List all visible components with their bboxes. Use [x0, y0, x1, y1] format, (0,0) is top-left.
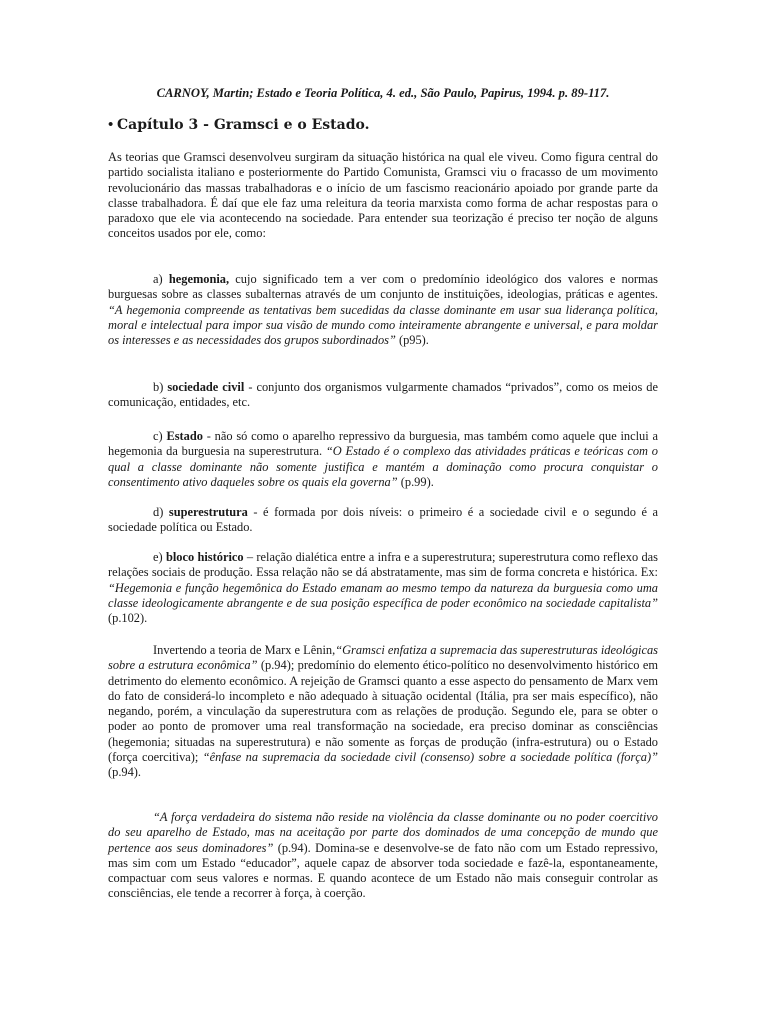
paragraph-text: (p.94). Domina-se e desenvolve-se de fato não com um Estado repressivo, mas sim com um Estado “educador”, aquele capaz de absorver toda sociedade e fazê-la, espontaneamente, compactuar com seus valores e normas. E quando acontece de um Estado não mais conseguir controlar as consciências, ele tende a recorrer à força, à coerção. — [108, 840, 658, 901]
item-cite: (p95). — [395, 333, 429, 348]
item-term: hegemonia, — [168, 272, 230, 286]
body-paragraph-marx-lenin — [108, 643, 658, 781]
paragraph-text: (p.94). — [108, 765, 142, 780]
item-letter: c) — [153, 429, 163, 443]
item-text: - é formada por dois níveis: o primeiro é a sociedade civil e o segundo é a sociedade política ou Estado. — [108, 505, 658, 535]
body-paragraph-forca — [108, 810, 658, 902]
chapter-heading — [108, 118, 369, 133]
item-term: bloco histórico — [165, 550, 244, 564]
item-text: - não só como o aparelho repressivo da burguesia, mas também como aquele que inclui a hegemonia da burguesia na superestrutura. — [108, 429, 658, 459]
item-cite: (p.102). — [108, 611, 148, 626]
item-term: sociedade civil — [167, 380, 245, 394]
paragraph-quote: “A força verdadeira do sistema não reside na violência da classe dominante ou no poder coercitivo do seu aparelho de Estado, mas na aceitação por parte dos dominados de uma concepção de mundo que pertence aos seus dominadores” — [108, 810, 658, 855]
bullet: • — [108, 117, 114, 133]
item-quote: “O Estado é o complexo das atividades práticas e teóricas com o qual a classe dominante não somente justifica e mantém a dominação como procura conquistar o consentimento ativo daqueles sobre os quais ela governa” — [108, 444, 658, 489]
concept-sociedade-civil — [108, 380, 658, 411]
item-text: cujo significado tem a ver com o predomínio ideológico dos valores e normas burguesas sobre as classes subalternas através de um conjunto de instituições, ideologias, práticas e agentes. — [108, 272, 658, 302]
item-text: – relação dialética entre a infra e a superestrutura; superestrutura como reflexo das relações sociais de produção. Essa relação não se dá abstratamente, mas sim de forma concreta e histórica. Ex: — [108, 550, 658, 580]
item-letter: a) — [153, 272, 163, 286]
concept-hegemonia — [108, 272, 658, 348]
item-letter: e) — [153, 550, 163, 564]
item-quote: “A hegemonia compreende as tentativas bem sucedidas da classe dominante em usar sua liderança política, moral e intelectual para impor sua visão de mundo como inteiramente abrangente e universal, e para moldar os interesses e as necessidades dos grupos subordinados” — [108, 302, 658, 348]
item-term: superestrutura — [168, 505, 248, 519]
concept-bloco-historico — [108, 550, 658, 626]
concept-estado — [108, 429, 658, 490]
chapter-title: Capítulo 3 - Gramsci e o Estado. — [117, 117, 370, 133]
paragraph-quote: “Gramsci enfatiza a supremacia das superestruturas ideológicas sobre a estrutura econômica” — [108, 643, 658, 673]
item-letter: b) — [153, 380, 164, 394]
item-quote: “Hegemonia e função hegemônica do Estado emanam ao mesmo tempo da natureza da burguesia como uma classe ideologicamente abrangente e de sua posição específica de poder econômico na sociedade capitalista” — [108, 580, 658, 610]
paragraph-text: (p.94); predomínio do elemento ético-político no desenvolvimento histórico em detrimento do elemento econômico. A rejeição de Gramsci quanto a esse aspecto do pensamento de Marx vem do fato de considerá-lo incompleto e não adequado à situação ocidental (Itália, pra ser mais específico), não negando, porém, a vinculação da superestrutura com as relações de produção. Segundo ele, para se obter o poder ao ponto de promover uma real transformação na sociedade, era preciso dominar as consciências (hegemonia; situadas na superestrutura) e não somente as forças de produção (infra-estrutura) ou o Estado (força coercitiva); — [108, 658, 659, 765]
item-letter: d) — [153, 505, 164, 519]
bibliographic-reference: CARNOY, Martin; Estado e Teoria Política, 4. ed., São Paulo, Papirus, 1994. p. 89-117. — [156, 86, 610, 100]
item-cite: (p.99). — [397, 474, 434, 489]
paragraph-quote: “ênfase na supremacia da sociedade civil (consenso) sobre a sociedade política (força)” — [202, 750, 658, 765]
intro-paragraph: As teorias que Gramsci desenvolveu surgiram da situação histórica na qual ele viveu. Como figura central do partido socialista italiano e posteriormente do Partido Comunista, Gramsci viu o fracasso de um movimento revolucionário das massas trabalhadoras e o início de um fascismo reacionário apoiado por grande parte da classe trabalhadora. É daí que ele faz uma releitura da teoria marxista como forma de achar respostas para o paradoxo que ele via acontecendo na sociedade. Para entender sua teorização é preciso ter noção de alguns conceitos usados por ele, como: — [108, 150, 658, 241]
item-term: Estado — [166, 429, 203, 443]
item-text: - conjunto dos organismos vulgarmente chamados “privados”, como os meios de comunicação, entidades, etc. — [108, 380, 659, 410]
concept-superestrutura — [108, 505, 658, 536]
paragraph-text: Invertendo a teoria de Marx e Lênin, — [153, 643, 336, 657]
